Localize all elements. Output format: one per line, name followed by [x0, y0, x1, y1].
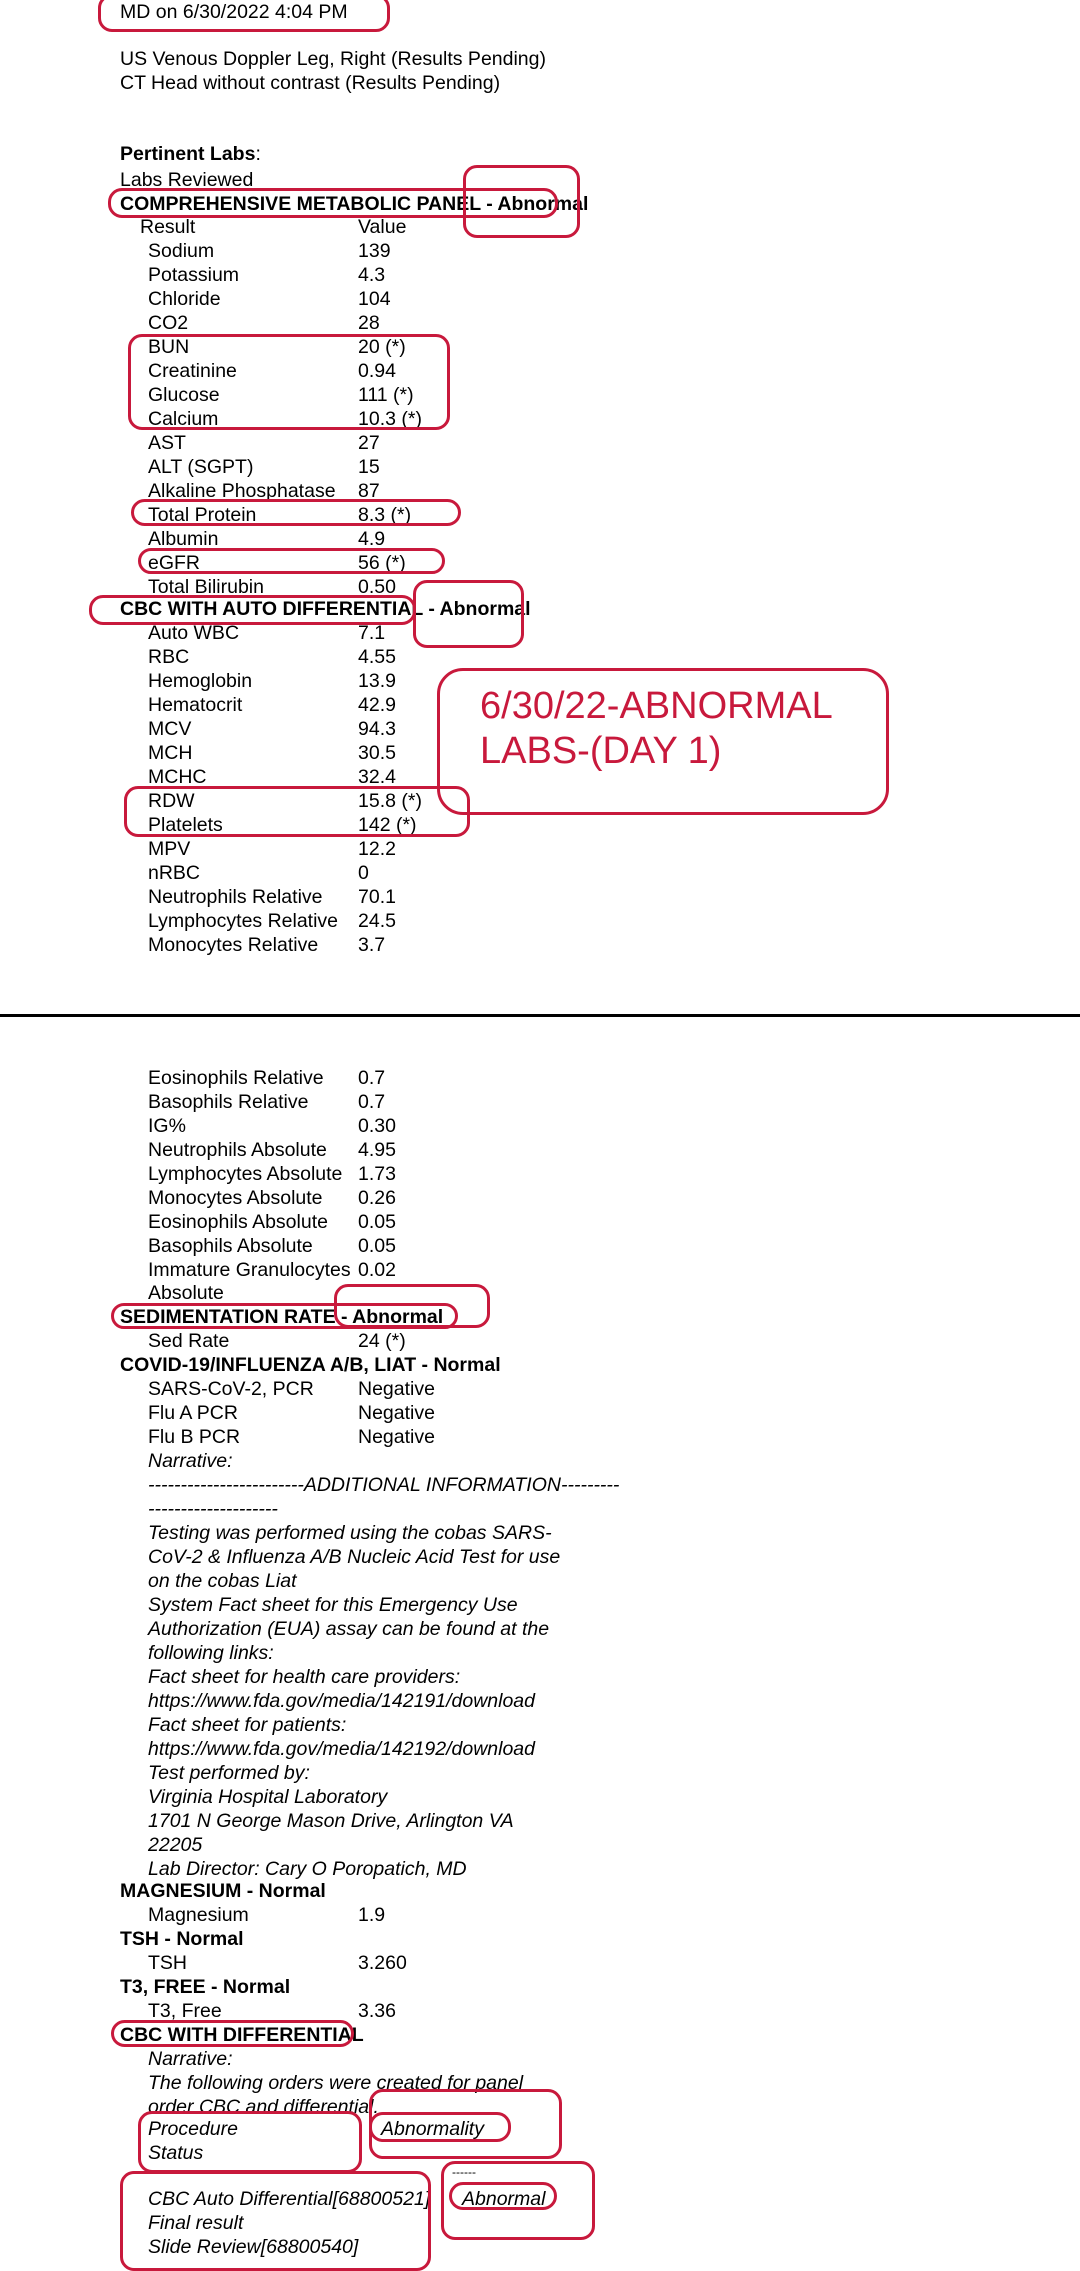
result-name: Potassium [148, 264, 240, 286]
narrative-line: https://www.fda.gov/media/142191/download [148, 1690, 536, 1712]
result-name: RDW [148, 790, 195, 812]
result-value: 4.9 [358, 528, 386, 550]
highlight-rdw-platelets [124, 786, 470, 837]
highlight-sed-abnormal [334, 1284, 490, 1328]
highlight-abnormality-inner [369, 2112, 511, 2142]
result-name: Albumin [148, 528, 219, 550]
tsh-title: TSH - Normal [120, 1928, 244, 1950]
result-name: eGFR [148, 552, 201, 574]
result-value: 1.73 [358, 1163, 396, 1185]
cbcdiff-line-1: The following orders were created for panel [148, 2072, 524, 2094]
result-name: Auto WBC [148, 622, 240, 644]
result-name: Flu B PCR [148, 1426, 241, 1448]
covid-title: COVID-19/INFLUENZA A/B, LIAT - Normal [120, 1354, 501, 1376]
result-value: 20 (*) [358, 336, 406, 358]
highlight-cbc-title [89, 595, 416, 625]
result-value: 4.3 [358, 264, 386, 286]
cbcdiff-narrative-label: Narrative: [148, 2048, 233, 2070]
highlight-cbcdiff-title [111, 2020, 354, 2047]
cbcdiff-line-2: order CBC and differential. [148, 2096, 379, 2118]
result-value: 87 [358, 480, 380, 502]
imaging-order-2: CT Head without contrast (Results Pending) [120, 72, 501, 94]
dash-separator-1: --------- [148, 2165, 184, 2179]
highlight-egfr [138, 548, 445, 574]
page-divider [0, 1014, 1080, 1017]
highlight-signed [98, 0, 390, 32]
magnesium-value: 1.9 [358, 1904, 386, 1926]
result-name: Immature Granulocytes [148, 1259, 351, 1281]
result-name: AST [148, 432, 186, 454]
result-value: 4.95 [358, 1139, 396, 1161]
magnesium-title: MAGNESIUM - Normal [120, 1880, 326, 1902]
narrative-line: following links: [148, 1642, 274, 1664]
result-name: IG% [148, 1115, 186, 1137]
result-value: 15.8 (*) [358, 790, 422, 812]
result-value: 0.05 [358, 1211, 396, 1233]
result-name: Sodium [148, 240, 215, 262]
result-name: Total Bilirubin [148, 576, 264, 598]
result-name: RBC [148, 646, 190, 668]
t3-value: 3.36 [358, 2000, 396, 2022]
narrative-line: Testing was performed using the cobas SARS- [148, 1522, 552, 1544]
dash-separator-3: ------ [452, 2165, 476, 2179]
narrative-line: Narrative: [148, 1450, 233, 1472]
signed-timestamp: MD on 6/30/2022 4:04 PM [120, 1, 348, 23]
narrative-line: Fact sheet for patients: [148, 1714, 347, 1736]
t3-name: T3, Free [148, 2000, 222, 2022]
result-name: Flu A PCR [148, 1402, 238, 1424]
result-name: BUN [148, 336, 190, 358]
result-value: 12.2 [358, 838, 396, 860]
result-value: 0.7 [358, 1091, 386, 1113]
result-value: 94.3 [358, 718, 396, 740]
result-name: Platelets [148, 814, 223, 836]
result-name: Neutrophils Relative [148, 886, 323, 908]
result-name: Hemoglobin [148, 670, 253, 692]
labs-heading: Pertinent Labs: [120, 143, 261, 165]
narrative-line: 1701 N George Mason Drive, Arlington VA [148, 1810, 514, 1832]
result-name: MPV [148, 838, 191, 860]
narrative-line: on the cobas Liat [148, 1570, 297, 1592]
result-name: Eosinophils Relative [148, 1067, 324, 1089]
narrative-line: CoV-2 & Influenza A/B Nucleic Acid Test for use [148, 1546, 561, 1568]
result-value: 0.30 [358, 1115, 396, 1137]
highlight-abnormal-inner [449, 2182, 557, 2210]
procedure-header: Procedure [148, 2118, 238, 2140]
sed-rate-name: Sed Rate [148, 1330, 230, 1352]
result-name: Monocytes Absolute [148, 1187, 323, 1209]
result-value: 104 [358, 288, 391, 310]
order-abnormal-flag: Abnormal [462, 2188, 546, 2210]
result-value: 56 (*) [358, 552, 406, 574]
result-value: 15 [358, 456, 380, 478]
result-name: Alkaline Phosphatase [148, 480, 336, 502]
result-value: 0.7 [358, 1067, 386, 1089]
result-name: Calcium [148, 408, 219, 430]
narrative-line: -------------------- [148, 1498, 278, 1520]
highlight-cmp-abnormal [463, 165, 580, 238]
cbc-title: CBC WITH AUTO DIFFERENTIAL - Abnormal [120, 598, 531, 620]
narrative-line: System Fact sheet for this Emergency Use [148, 1594, 518, 1616]
highlight-total-protein [131, 499, 461, 526]
narrative-line: 22205 [148, 1834, 203, 1856]
annotation-line-2: LABS-(DAY 1) [480, 730, 722, 772]
result-value: 3.7 [358, 934, 386, 956]
result-name: Total Protein [148, 504, 257, 526]
cmp-title: COMPREHENSIVE METABOLIC PANEL - Abnormal [120, 193, 589, 215]
result-value: Negative [358, 1426, 435, 1448]
order-final-result: Final result [148, 2212, 244, 2234]
cbcdiff-title: CBC WITH DIFFERENTIAL [120, 2024, 364, 2046]
result-value: 30.5 [358, 742, 396, 764]
result-name: Glucose [148, 384, 220, 406]
annotation-line-1: 6/30/22-ABNORMAL [480, 685, 833, 727]
highlight-bun-calcium [128, 334, 450, 430]
order-cbc-auto-diff: CBC Auto Differential[68800521] [148, 2188, 431, 2210]
narrative-line: https://www.fda.gov/media/142192/download [148, 1738, 536, 1760]
status-header: Status [148, 2142, 204, 2164]
result-name: MCV [148, 718, 192, 740]
narrative-line: Virginia Hospital Laboratory [148, 1786, 388, 1808]
col-result-header: Result [140, 216, 196, 238]
highlight-cbc-abnormal [413, 580, 524, 648]
result-value: 13.9 [358, 670, 396, 692]
result-value: 0.02 [358, 1259, 396, 1281]
result-name: MCH [148, 742, 193, 764]
result-value: 10.3 (*) [358, 408, 422, 430]
result-name: Basophils Relative [148, 1091, 309, 1113]
result-value: 8.3 (*) [358, 504, 412, 526]
order-slide-review: Slide Review[68800540] [148, 2236, 359, 2258]
result-value: 0.26 [358, 1187, 396, 1209]
result-value: 70.1 [358, 886, 396, 908]
sed-rate-value: 24 (*) [358, 1330, 406, 1352]
tsh-name: TSH [148, 1952, 187, 1974]
result-name: Neutrophils Absolute [148, 1139, 327, 1161]
sed-title: SEDIMENTATION RATE - Abnormal [120, 1306, 444, 1328]
imaging-order-1: US Venous Doppler Leg, Right (Results Pending) [120, 48, 546, 70]
result-value: 0.05 [358, 1235, 396, 1257]
result-name: SARS-CoV-2, PCR [148, 1378, 314, 1400]
narrative-line: Lab Director: Cary O Poropatich, MD [148, 1858, 467, 1880]
result-value: 0.94 [358, 360, 396, 382]
highlight-order-block [120, 2171, 431, 2271]
result-value: 0.50 [358, 576, 396, 598]
result-name: Basophils Absolute [148, 1235, 313, 1257]
result-name: Lymphocytes Relative [148, 910, 339, 932]
result-name: MCHC [148, 766, 207, 788]
labs-reviewed: Labs Reviewed [120, 169, 254, 191]
result-value: 28 [358, 312, 380, 334]
result-name: CO2 [148, 312, 189, 334]
result-value: 24.5 [358, 910, 396, 932]
result-value: 32.4 [358, 766, 396, 788]
result-name: Eosinophils Absolute [148, 1211, 328, 1233]
result-value: 0 [358, 862, 369, 884]
result-value: Negative [358, 1402, 435, 1424]
result-value: Negative [358, 1378, 435, 1400]
col-value-header: Value [358, 216, 407, 238]
narrative-line: ------------------------ADDITIONAL INFORMATION--------- [148, 1474, 620, 1496]
absolute-label: Absolute [148, 1282, 224, 1304]
narrative-line: Test performed by: [148, 1762, 310, 1784]
magnesium-name: Magnesium [148, 1904, 249, 1926]
result-name: ALT (SGPT) [148, 456, 254, 478]
result-value: 7.1 [358, 622, 386, 644]
abnormality-header: Abnormality [381, 2118, 484, 2140]
dash-separator-2: ----------- [330, 2165, 374, 2179]
result-name: Chloride [148, 288, 221, 310]
result-name: Lymphocytes Absolute [148, 1163, 343, 1185]
narrative-line: Fact sheet for health care providers: [148, 1666, 461, 1688]
tsh-value: 3.260 [358, 1952, 407, 1974]
result-name: Hematocrit [148, 694, 243, 716]
result-value: 42.9 [358, 694, 396, 716]
highlight-procedure-status [138, 2111, 362, 2173]
result-value: 4.55 [358, 646, 396, 668]
result-name: Monocytes Relative [148, 934, 319, 956]
result-value: 142 (*) [358, 814, 417, 836]
t3-title: T3, FREE - Normal [120, 1976, 291, 1998]
narrative-line: Authorization (EUA) assay can be found at the [148, 1618, 550, 1640]
result-value: 111 (*) [358, 384, 414, 406]
result-name: nRBC [148, 862, 201, 884]
result-value: 27 [358, 432, 380, 454]
result-value: 139 [358, 240, 391, 262]
result-name: Creatinine [148, 360, 237, 382]
